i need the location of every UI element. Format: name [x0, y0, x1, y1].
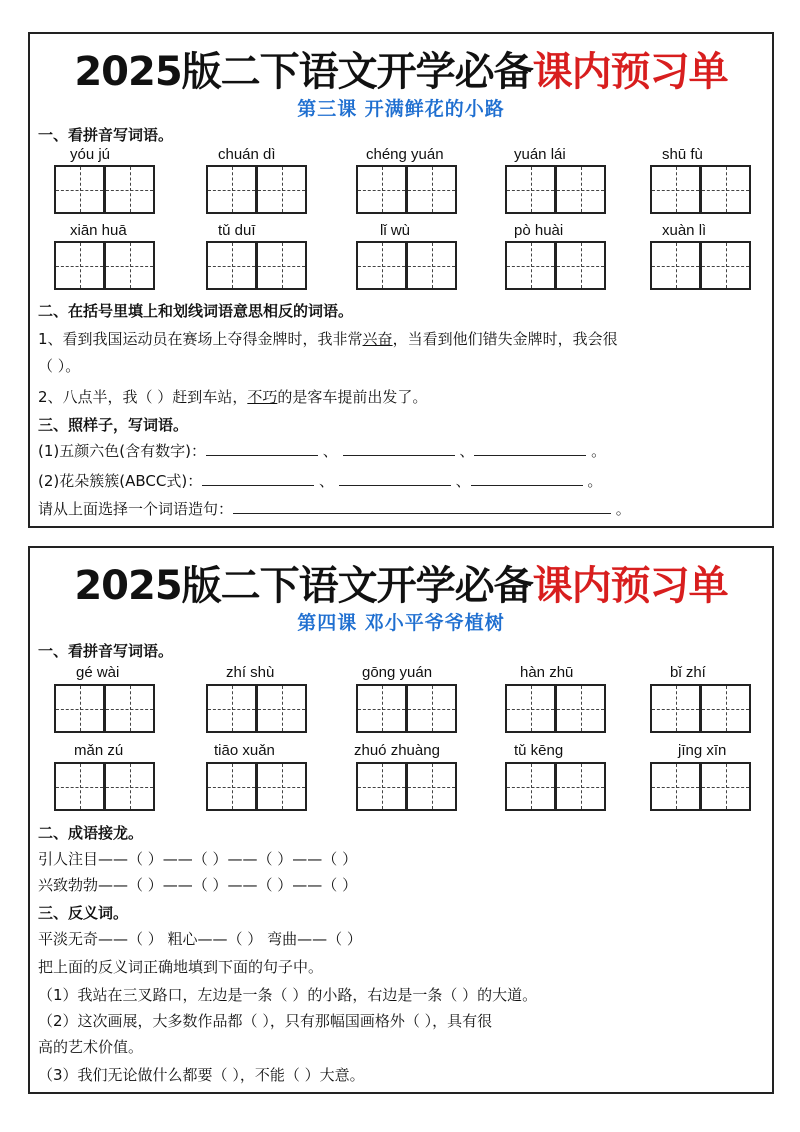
worksheet-lesson-3 — [28, 32, 774, 528]
writing-box[interactable] — [406, 241, 457, 290]
worksheet-title: 2025版二下语文开学必备课内预习单 — [74, 563, 728, 609]
writing-box[interactable] — [555, 762, 606, 811]
writing-box[interactable] — [700, 762, 751, 811]
writing-box[interactable] — [54, 241, 105, 290]
writing-box[interactable] — [104, 684, 155, 733]
writing-box[interactable] — [206, 241, 257, 290]
antonym-line[interactable]: 平淡无奇——（ ） 粗心——（ ） 弯曲——（ ） — [38, 930, 362, 948]
writing-box[interactable] — [505, 762, 556, 811]
instruction-text: 把上面的反义词正确地填到下面的句子中。 — [38, 958, 324, 976]
idiom-chain-1[interactable]: 引人注目——（ ）——（ ）——（ ）——（ ） — [38, 850, 358, 868]
sentence-2-cont: 高的艺术价值。 — [38, 1038, 144, 1056]
pinyin-label: jīng xīn — [678, 742, 727, 759]
answer-blank[interactable] — [202, 471, 314, 486]
writing-box[interactable] — [406, 165, 457, 214]
writing-box[interactable] — [700, 165, 751, 214]
writing-box[interactable] — [406, 762, 457, 811]
pinyin-label: hàn zhū — [520, 664, 574, 681]
writing-box[interactable] — [650, 762, 701, 811]
pinyin-label: bǐ zhí — [670, 664, 706, 681]
example-line-1: (1)五颜六色(含有数字)： 、 、 。 — [38, 442, 607, 460]
writing-box[interactable] — [206, 165, 257, 214]
sentence-blank[interactable] — [233, 499, 611, 514]
section-heading-pinyin: 一、看拼音写词语。 — [38, 642, 174, 660]
pinyin-label: shū fù — [662, 146, 703, 163]
example-line-2: (2)花朵簇簇(ABCC式)： 、 、 。 — [38, 472, 603, 490]
question-2: 2、八点半，我（ ）赶到车站，不巧的是客车提前出发了。 — [38, 388, 428, 406]
pinyin-label: xuàn lì — [662, 222, 707, 239]
answer-blank[interactable] — [206, 441, 318, 456]
writing-box[interactable] — [256, 241, 307, 290]
pinyin-label: tiāo xuǎn — [214, 742, 275, 759]
writing-box[interactable] — [104, 762, 155, 811]
worksheet-title: 2025版二下语文开学必备课内预习单 — [74, 49, 728, 95]
writing-box[interactable] — [555, 684, 606, 733]
pinyin-label: tǔ duī — [218, 222, 256, 239]
writing-box[interactable] — [555, 241, 606, 290]
answer-blank[interactable] — [343, 441, 455, 456]
writing-box[interactable] — [256, 762, 307, 811]
writing-box[interactable] — [356, 241, 407, 290]
writing-box[interactable] — [555, 165, 606, 214]
question-1-blank[interactable]: （ ）。 — [38, 357, 81, 375]
idiom-chain-2[interactable]: 兴致勃勃——（ ）——（ ）——（ ）——（ ） — [38, 876, 358, 894]
writing-box[interactable] — [700, 684, 751, 733]
pinyin-label: lǐ wù — [380, 222, 411, 239]
writing-box[interactable] — [406, 684, 457, 733]
writing-box[interactable] — [104, 241, 155, 290]
pinyin-label: zhí shù — [226, 664, 275, 681]
sentence-3[interactable]: （3）我们无论做什么都要（ ），不能（ ）大意。 — [38, 1066, 365, 1084]
writing-box[interactable] — [54, 762, 105, 811]
answer-blank[interactable] — [474, 441, 586, 456]
writing-box[interactable] — [650, 241, 701, 290]
writing-box[interactable] — [505, 165, 556, 214]
writing-box[interactable] — [206, 684, 257, 733]
writing-box[interactable] — [206, 762, 257, 811]
section-heading-antonym: 二、在括号里填上和划线词语意思相反的词语。 — [38, 302, 354, 320]
pinyin-label: yuán lái — [514, 146, 566, 163]
worksheet-lesson-4 — [28, 546, 774, 1094]
writing-box[interactable] — [356, 165, 407, 214]
writing-box[interactable] — [256, 684, 307, 733]
section-heading-antonyms: 三、反义词。 — [38, 904, 129, 922]
pinyin-label: chuán dì — [218, 146, 276, 163]
sentence-line: 请从上面选择一个词语造句： 。 — [38, 500, 631, 518]
writing-box[interactable] — [505, 241, 556, 290]
question-1: 1、看到我国运动员在赛场上夺得金牌时，我非常兴奋，当看到他们错失金牌时，我会很 — [38, 330, 618, 348]
pinyin-label: xiān huā — [70, 222, 127, 239]
writing-box[interactable] — [356, 762, 407, 811]
pinyin-label: zhuó zhuàng — [354, 742, 440, 759]
pinyin-label: pò huài — [514, 222, 564, 239]
writing-box[interactable] — [700, 241, 751, 290]
section-heading-pinyin: 一、看拼音写词语。 — [38, 126, 174, 144]
lesson-subtitle: 第三课 开满鲜花的小路 — [297, 98, 505, 120]
writing-box[interactable] — [650, 165, 701, 214]
pinyin-label: chéng yuán — [366, 146, 444, 163]
writing-box[interactable] — [356, 684, 407, 733]
answer-blank[interactable] — [471, 471, 583, 486]
writing-box[interactable] — [54, 684, 105, 733]
sentence-2[interactable]: （2）这次画展，大多数作品都（ ），只有那幅国画格外（ ），具有很 — [38, 1012, 493, 1030]
pinyin-label: tǔ kēng — [514, 742, 564, 759]
lesson-subtitle: 第四课 邓小平爷爷植树 — [297, 612, 505, 634]
writing-box[interactable] — [104, 165, 155, 214]
pinyin-label: gé wài — [76, 664, 120, 681]
writing-box[interactable] — [505, 684, 556, 733]
answer-blank[interactable] — [339, 471, 451, 486]
writing-box[interactable] — [650, 684, 701, 733]
section-heading-idiom-chain: 二、成语接龙。 — [38, 824, 144, 842]
sentence-1[interactable]: （1）我站在三叉路口，左边是一条（ ）的小路，右边是一条（ ）的大道。 — [38, 986, 538, 1004]
pinyin-label: gōng yuán — [362, 664, 433, 681]
pinyin-label: yóu jú — [70, 146, 111, 163]
writing-box[interactable] — [54, 165, 105, 214]
pinyin-label: mǎn zú — [74, 742, 124, 759]
section-heading-example: 三、照样子，写词语。 — [38, 416, 189, 434]
writing-box[interactable] — [256, 165, 307, 214]
